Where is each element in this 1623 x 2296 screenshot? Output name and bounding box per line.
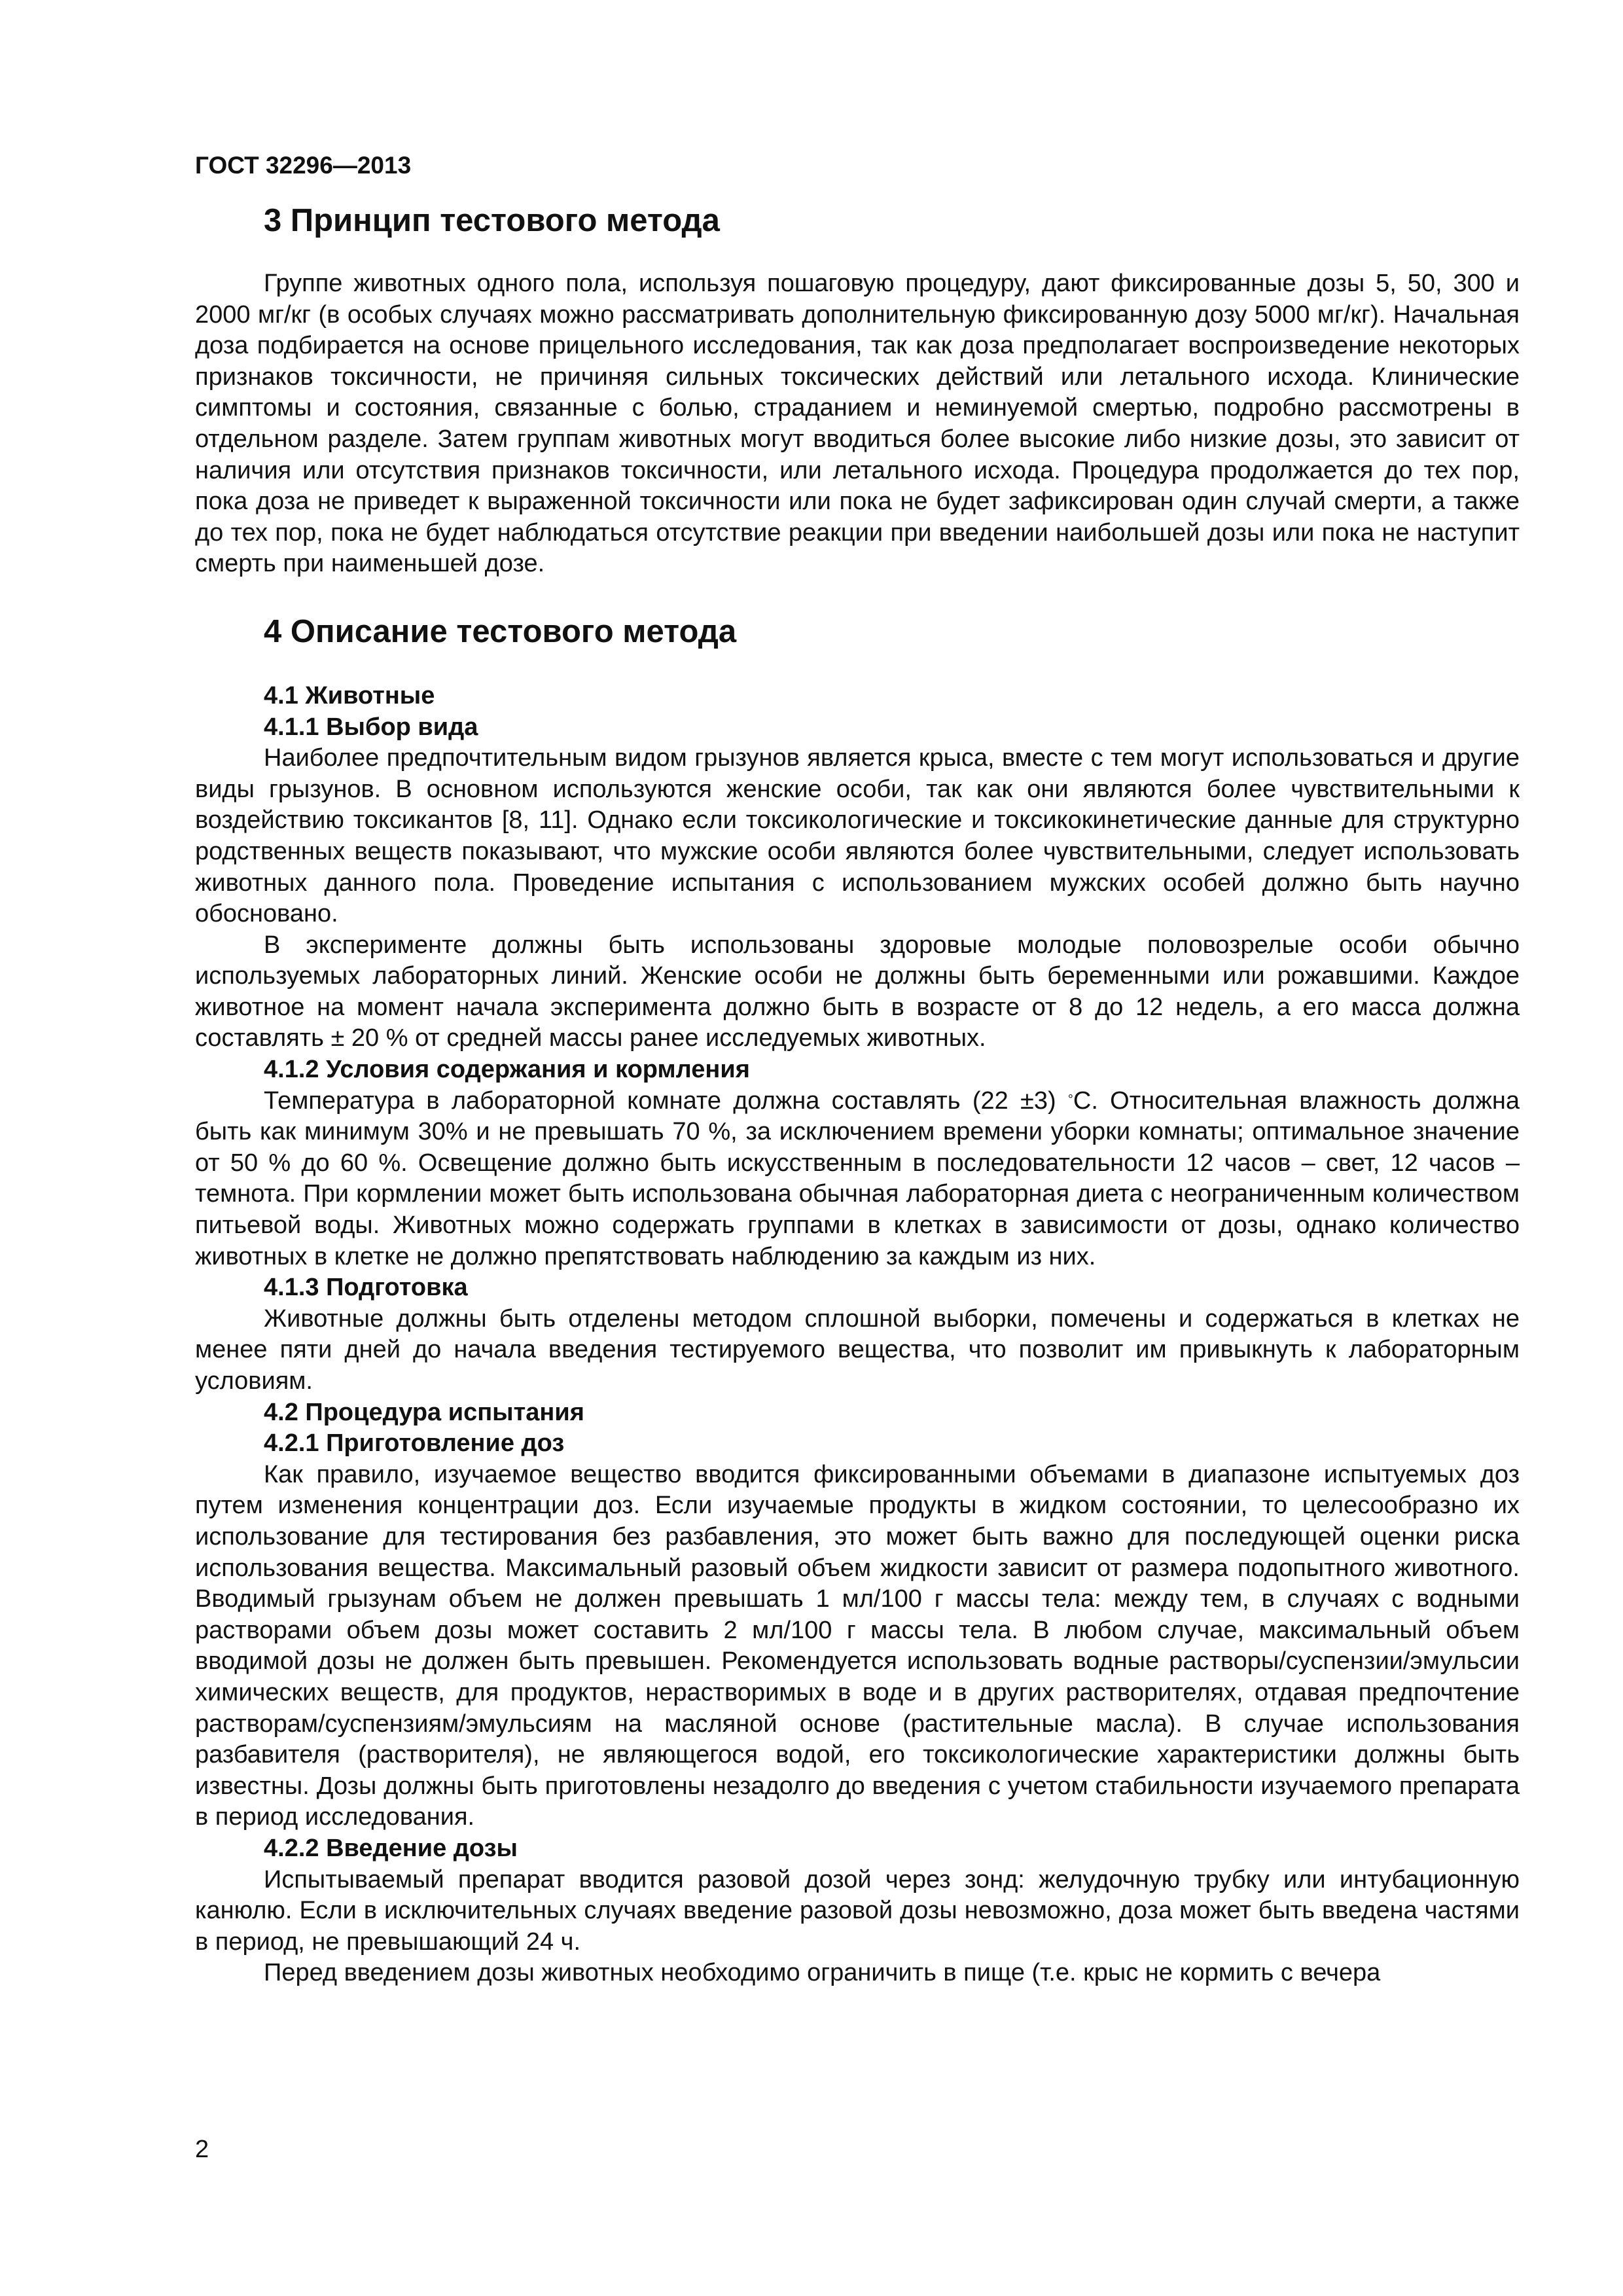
temperature-text-start: Температура в лабораторной комнате должна составлять (22 ±3) <box>264 1086 1068 1115</box>
subsection-4-1-heading: 4.1 Животные <box>264 681 435 709</box>
temperature-text-rest: С. Относительная влажность должна быть как минимум 30% и не превышать 70 %, за исключением времени уборки комнаты; оптимальное значение от 50 % до 60 %. Освещение должно быть искусственным в последовательности 12 часов – свет, 12 часов – темнота. При кормлении может быть использована обычная лабораторная диета с неограниченным количеством питьевой воды. Животных можно содержать группами в клетках в зависимости от дозы, однако количество животных в клетке не должно препятствовать наблюдению за каждым из них. <box>195 1086 1520 1270</box>
document-code-header: ГОСТ 32296—2013 <box>195 152 412 179</box>
subsection-4-2-2-heading: 4.2.2 Введение дозы <box>264 1834 518 1862</box>
subsection-4-1-3-heading: 4.1.3 Подготовка <box>264 1274 468 1302</box>
subsection-4-1-1-paragraph-2: В эксперименте должны быть использованы здоровые молодые половозрелые особи обычно используемых лабораторных линий. Женские особи не должны быть беременными или рожавшими. Каждое животное на момент начала эксперимента должно быть в возрасте от 8 до 12 недель, а его масса должна составлять ± 20 % от средней массы ранее исследуемых животных. <box>195 931 1520 1052</box>
section-4-title: 4 Описание тестового метода <box>264 613 737 649</box>
page-number: 2 <box>195 2136 209 2163</box>
subsection-4-1-3-paragraph: Животные должны быть отделены методом сплошной выборки, помечены и содержаться в клетках не менее пяти дней до начала введения тестируемого вещества, что позволит им привыкнуть к лабораторным условиям. <box>195 1304 1520 1395</box>
subsection-4-1-1-paragraph-1: Наиболее предпочтительным видом грызунов является крыса, вместе с тем могут использоваться и другие виды грызунов. В основном используются женские особи, так как они являются более чувствительными к воздействию токсикантов [8, 11]. Однако если токсикологические и токсикокинетические данные для структурно родственных веществ показывают, что мужские особи являются более чувствительными, следует использовать животных данного пола. Проведение испытания с использованием мужских особей должно быть научно обосновано. <box>195 744 1520 928</box>
subsection-4-2-heading: 4.2 Процедура испытания <box>264 1398 584 1426</box>
section-3-title: 3 Принцип тестового метода <box>264 203 720 238</box>
subsection-4-2-2-paragraph-2: Перед введением дозы животных необходимо ограничить в пище (т.е. крыс не кормить с вечера <box>264 1959 1381 1987</box>
subsection-4-1-1-heading: 4.1.1 Выбор вида <box>264 713 478 741</box>
subsection-4-2-2-paragraph-1: Испытываемый препарат вводится разовой дозой через зонд: желудочную трубку или интубационную канюлю. Если в исключительных случаях введение разовой дозы невозможно, доза может быть введена частями в период, не превышающий 24 ч. <box>195 1865 1520 1956</box>
degree-symbol: ° <box>1067 1092 1073 1107</box>
document-page <box>195 149 1520 1989</box>
subsection-4-1-2-heading: 4.1.2 Условия содержания и кормления <box>264 1056 750 1084</box>
subsection-4-2-1-paragraph: Как правило, изучаемое вещество вводится фиксированными объемами в диапазоне испытуемых доз путем изменения концентрации доз. Если изучаемые продукты в жидком состоянии, то целесообразно их использование для тестирования без разбавления, это может быть важно для последующей оценки риска использования вещества. Максимальный разовый объем жидкости зависит от размера подопытного животного. Вводимый грызунам объем не должен превышать 1 мл/100 г массы тела: между тем, в случаях с водными растворами объем дозы может составить 2 мл/100 г массы тела. В любом случае, максимальный объем вводимой дозы не должен быть превышен. Рекомендуется использовать водные растворы/суспензии/эмульсии химических веществ, для продуктов, нерастворимых в воде и в других растворителях, отдавая предпочтение растворам/суспензиям/эмульсиям на масляной основе (растительные масла). В случае использования разбавителя (растворителя), не являющегося водой, его токсикологические характеристики должны быть известны. Дозы должны быть приготовлены незадолго до введения с учетом стабильности изучаемого препарата в период исследования. <box>195 1460 1520 1831</box>
section-3-paragraph: Группе животных одного пола, используя пошаговую процедуру, дают фиксированные дозы 5, 50, 300 и 2000 мг/кг (в особых случаях можно рассматривать дополнительную фиксированную дозу 5000 мг/кг). Начальная доза подбирается на основе прицельного исследования, так как доза предполагает воспроизведение некоторых признаков токсичности, не причиняя сильных токсических действий или летального исхода. Клинические симптомы и состояния, связанные с болью, страданием и неминуемой смертью, подробно рассмотрены в отдельном разделе. Затем группам животных могут вводиться более высокие либо низкие дозы, это зависит от наличия или отсутствия признаков токсичности, или летального исхода. Процедура продолжается до тех пор, пока доза не приведет к выраженной токсичности или пока не будет зафиксирован один случай смерти, а также до тех пор, пока не будет наблюдаться отсутствие реакции при введении наибольшей дозы или пока не наступит смерть при наименьшей дозе. <box>195 270 1520 578</box>
subsection-4-2-1-heading: 4.2.1 Приготовление доз <box>264 1429 565 1458</box>
subsection-4-1-2-paragraph <box>195 1086 1520 1273</box>
